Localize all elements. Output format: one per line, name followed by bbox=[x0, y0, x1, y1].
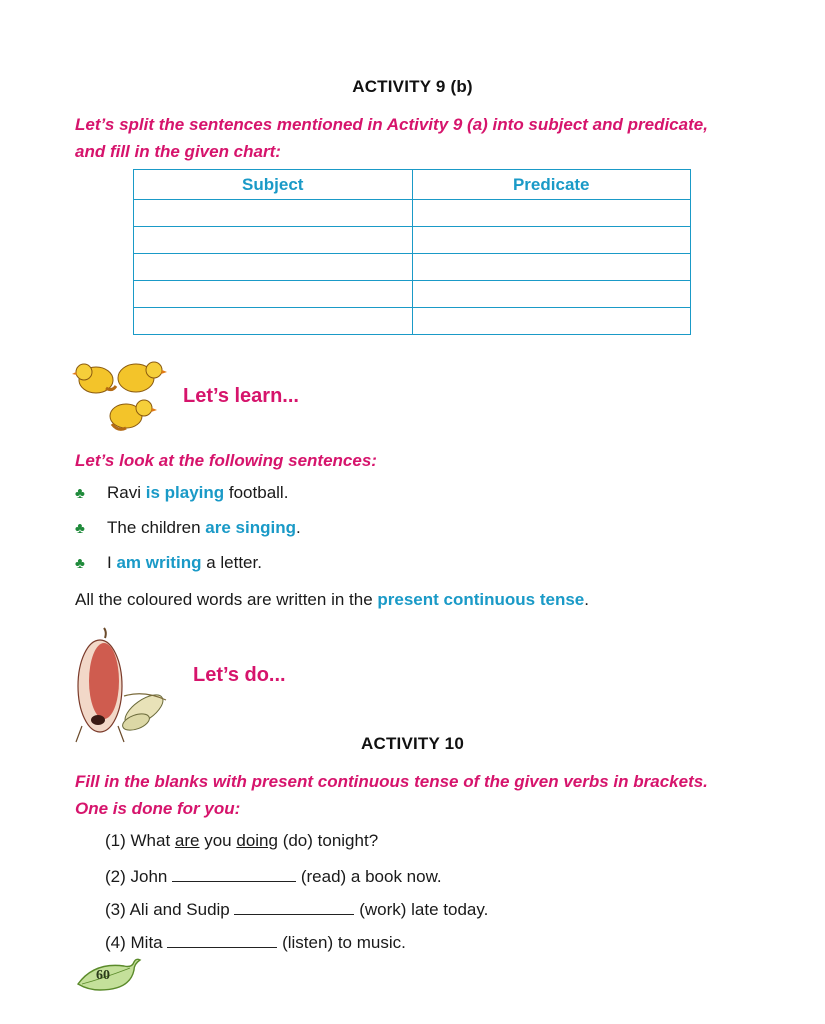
sentence-text: Ravi bbox=[107, 483, 146, 502]
highlighted-verb: is playing bbox=[145, 483, 225, 502]
lets-learn-intro: Let’s look at the following sentences: bbox=[75, 451, 377, 470]
summary-text: . bbox=[584, 590, 589, 609]
club-bullet-icon: ♣ bbox=[75, 485, 85, 502]
item-text: John bbox=[130, 867, 173, 886]
page-number: 60 bbox=[96, 968, 110, 983]
summary-text: All the coloured words are written in the bbox=[75, 590, 378, 609]
sentence-text: a letter. bbox=[201, 553, 262, 572]
highlighted-verb: are singing bbox=[205, 518, 296, 537]
subject-cell[interactable] bbox=[134, 200, 413, 227]
predicate-cell[interactable] bbox=[412, 200, 691, 227]
activity-9b-title: ACTIVITY 9 (b) bbox=[352, 77, 473, 96]
list-item bbox=[75, 483, 301, 518]
subject-header: Subject bbox=[134, 170, 413, 200]
item-text: (read) a book now. bbox=[300, 867, 442, 886]
list-item bbox=[75, 553, 301, 588]
subject-cell[interactable] bbox=[134, 227, 413, 254]
instruction-line-2: and fill in the given chart: bbox=[75, 142, 281, 161]
item-number: (3) bbox=[105, 900, 126, 919]
item-text: (do) tonight? bbox=[277, 831, 379, 850]
answer-word: doing bbox=[236, 831, 278, 850]
item-number: (2) bbox=[105, 867, 126, 886]
clay-pot-illustration bbox=[74, 626, 178, 744]
predicate-cell[interactable] bbox=[412, 308, 691, 335]
item-text: Mita bbox=[130, 933, 168, 952]
item-text: What bbox=[130, 831, 175, 850]
highlighted-verb: am writing bbox=[116, 553, 202, 572]
item-text: (work) late today. bbox=[359, 900, 489, 919]
answer-word: are bbox=[174, 831, 200, 850]
tense-summary bbox=[75, 590, 589, 610]
sentence-text: football. bbox=[224, 483, 289, 502]
list-item bbox=[75, 518, 301, 553]
lets-do-heading: Let’s do... bbox=[193, 664, 286, 686]
example-sentence-list bbox=[75, 483, 301, 588]
item-number: (4) bbox=[105, 933, 126, 952]
answer-blank[interactable] bbox=[167, 930, 277, 948]
instruction-line-1: Let’s split the sentences mentioned in Activity 9 (a) into subject and predicate, bbox=[75, 115, 708, 134]
club-bullet-icon: ♣ bbox=[75, 520, 85, 537]
activity-10-instruction bbox=[75, 768, 805, 822]
item-number: (1) bbox=[105, 831, 126, 850]
predicate-header: Predicate bbox=[412, 170, 691, 200]
fill-blank-list bbox=[105, 831, 488, 963]
instruction-line-2: One is done for you: bbox=[75, 799, 241, 818]
table-row bbox=[134, 281, 691, 308]
sentence-text: The children bbox=[107, 518, 206, 537]
list-item bbox=[105, 864, 488, 897]
page-number-badge bbox=[74, 956, 144, 996]
table-row bbox=[134, 200, 691, 227]
table-row bbox=[134, 227, 691, 254]
activity-10-title: ACTIVITY 10 bbox=[361, 734, 464, 753]
answer-blank[interactable] bbox=[234, 897, 354, 915]
list-item bbox=[105, 930, 488, 963]
item-text: (listen) to music. bbox=[282, 933, 406, 952]
activity-9b-instruction bbox=[75, 111, 795, 165]
list-item bbox=[105, 831, 488, 864]
item-text: Ali and Sudip bbox=[129, 900, 235, 919]
table-row bbox=[134, 308, 691, 335]
predicate-cell[interactable] bbox=[412, 281, 691, 308]
club-bullet-icon: ♣ bbox=[75, 555, 85, 572]
subject-cell[interactable] bbox=[134, 254, 413, 281]
sentence-text: . bbox=[295, 518, 301, 537]
subject-cell[interactable] bbox=[134, 281, 413, 308]
subject-predicate-chart bbox=[133, 169, 691, 335]
sentence-text: I bbox=[107, 553, 117, 572]
table-row bbox=[134, 254, 691, 281]
list-item bbox=[105, 897, 488, 930]
lets-learn-heading: Let’s learn... bbox=[183, 385, 299, 407]
predicate-cell[interactable] bbox=[412, 227, 691, 254]
subject-cell[interactable] bbox=[134, 308, 413, 335]
answer-blank[interactable] bbox=[172, 864, 296, 882]
tense-term: present continuous tense bbox=[377, 590, 585, 609]
chicks-illustration bbox=[72, 356, 178, 438]
predicate-cell[interactable] bbox=[412, 254, 691, 281]
instruction-line-1: Fill in the blanks with present continuous tense of the given verbs in brackets. bbox=[75, 772, 708, 791]
item-text: you bbox=[199, 831, 237, 850]
